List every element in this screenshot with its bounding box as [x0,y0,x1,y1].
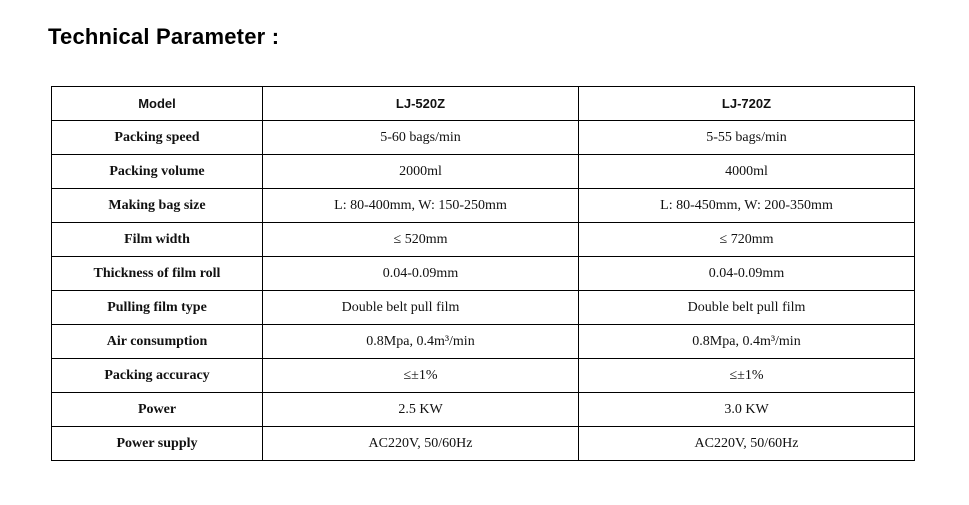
table-row [52,155,915,189]
row-label: Packing volume [52,155,263,189]
lj-720z-value: Double belt pull film [579,291,915,325]
lj-520z-value [263,291,579,325]
lj-520z-value: 0.04-0.09mm [263,257,579,291]
row-label: Film width [52,223,263,257]
lj-720z-value: 0.04-0.09mm [579,257,915,291]
lj-720z-value: L: 80-450mm, W: 200-350mm [579,189,915,223]
row-label: Power supply [52,427,263,461]
lj-520z-value: 2.5 KW [263,393,579,427]
row-label: Packing speed [52,121,263,155]
column-header-lj-520z: LJ-520Z [263,87,579,121]
lj-720z-value: AC220V, 50/60Hz [579,427,915,461]
lj-720z-value: 3.0 KW [579,393,915,427]
table-row [52,291,915,325]
table-header-row [52,87,915,121]
table-row [52,325,915,359]
table-row [52,393,915,427]
lj-520z-value: ≤±1% [263,359,579,393]
column-header-lj-720z: LJ-720Z [579,87,915,121]
row-label: Air consumption [52,325,263,359]
lj-520z-value: 2000ml [263,155,579,189]
column-header-model: Model [52,87,263,121]
table-row [52,427,915,461]
lj-520z-value: 0.8Mpa, 0.4m³/min [263,325,579,359]
row-label: Pulling film type [52,291,263,325]
lj-520z-value: ≤ 520mm [263,223,579,257]
lj-520z-value: L: 80-400mm, W: 150-250mm [263,189,579,223]
table-row [52,121,915,155]
lj-720z-value: ≤ 720mm [579,223,915,257]
lj-720z-value: 5-55 bags/min [579,121,915,155]
lj-720z-value: 0.8Mpa, 0.4m³/min [579,325,915,359]
technical-parameter-table [51,86,915,461]
table-row [52,223,915,257]
row-label: Making bag size [52,189,263,223]
lj-720z-value: 4000ml [579,155,915,189]
page-title: Technical Parameter : [48,24,280,49]
table-row [52,257,915,291]
table-row [52,189,915,223]
lj-720z-value: ≤±1% [579,359,915,393]
table-row [52,359,915,393]
row-label: Packing accuracy [52,359,263,393]
lj-520z-value: 5-60 bags/min [263,121,579,155]
row-label: Thickness of film roll [52,257,263,291]
row-label: Power [52,393,263,427]
lj-520z-value-text: Double belt pull film [341,299,460,315]
lj-520z-value: AC220V, 50/60Hz [263,427,579,461]
